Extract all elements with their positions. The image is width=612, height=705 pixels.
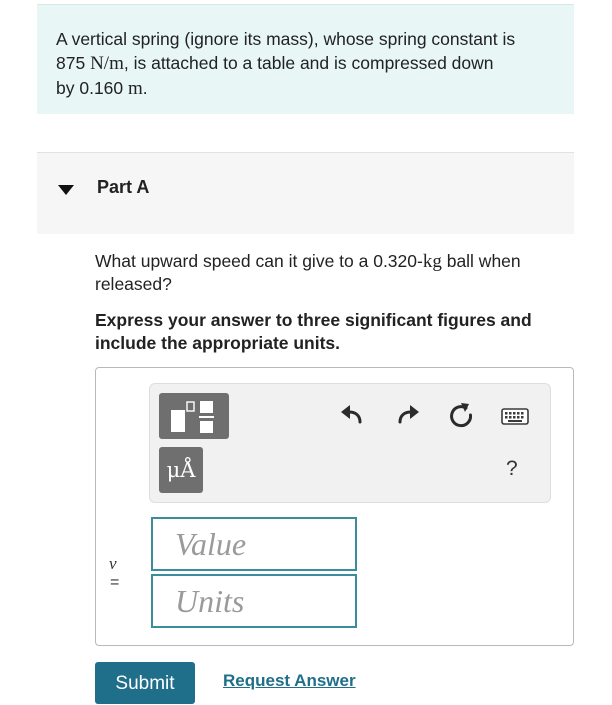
value-input[interactable]: [151, 517, 357, 571]
question-before: What upward speed can it give to a 0.320-: [95, 251, 423, 271]
problem-text: [56, 27, 561, 101]
question-text: [95, 250, 565, 296]
undo-icon[interactable]: [338, 402, 366, 430]
equals-sign: =: [110, 574, 120, 591]
problem-line3: by 0.160: [56, 78, 124, 98]
templates-button[interactable]: [159, 393, 229, 439]
spring-constant-unit: N/m: [90, 53, 124, 74]
compression-unit: m: [128, 78, 143, 99]
help-button[interactable]: ?: [506, 457, 518, 480]
part-a-header[interactable]: [37, 152, 574, 234]
question-after: ball when released?: [95, 251, 521, 294]
problem-statement: [37, 4, 574, 114]
answer-panel: [95, 367, 574, 646]
variable-label: v: [109, 554, 117, 573]
problem-line1: A vertical spring (ignore its mass), whose spring constant is: [56, 29, 516, 49]
part-title: Part A: [97, 177, 150, 197]
answer-instructions: Express your answer to three significant figures and include the appropriate units.: [95, 310, 532, 353]
problem-line2: , is attached to a table and is compressed down: [123, 53, 494, 73]
mass-unit: kg: [422, 251, 442, 272]
units-button-label: μÅ: [166, 458, 196, 482]
caret-down-icon[interactable]: [57, 183, 75, 197]
problem-line3-end: .: [142, 78, 148, 98]
units-input[interactable]: [151, 574, 357, 628]
keyboard-icon[interactable]: [501, 402, 529, 430]
units-button[interactable]: [159, 447, 203, 493]
redo-icon[interactable]: [394, 402, 422, 430]
spring-constant-value: 875: [56, 53, 86, 73]
math-toolbar: [149, 383, 551, 503]
templates-icon: [159, 393, 229, 439]
submit-button[interactable]: Submit: [95, 662, 195, 704]
request-answer-link[interactable]: Request Answer: [223, 671, 356, 690]
reset-icon[interactable]: [447, 402, 475, 430]
